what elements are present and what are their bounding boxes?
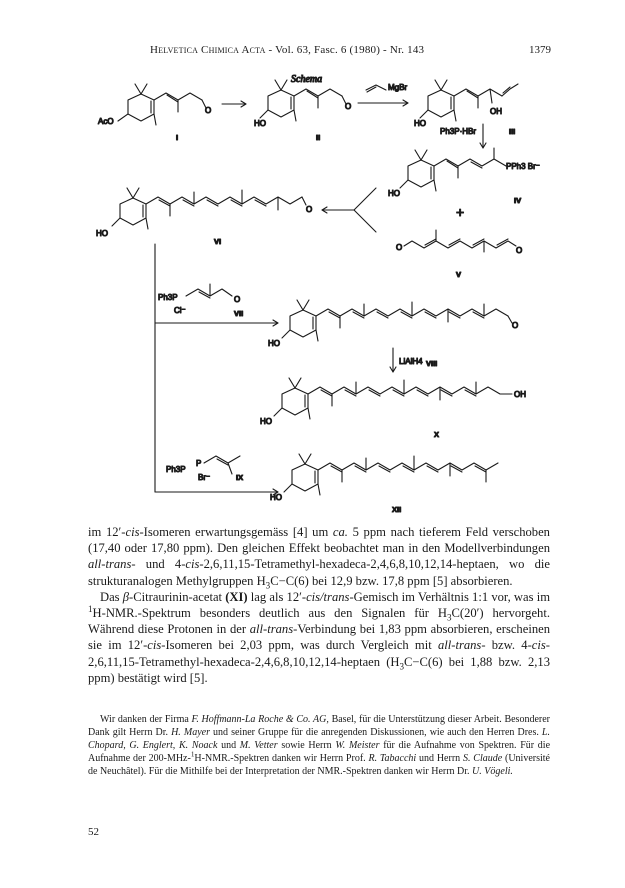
label-ph3p-vii: Ph3P [158,293,178,302]
compound-xii-structure [284,454,498,495]
paragraph-1: im 12′-cis-Isomeren erwartungsgemäss [4] um ca. 5 ppm nach tieferem Feld verschoben (17,40 oder 17,80 ppm). Den gleichen Effekt beobachtet man in den Modellverbindungen all-trans- und 4-cis-2,6,11,15-Tetramethyl-hexadeca-2,4,6,8,10,12,14-heptaen, wo die strukturanalogen Methylgruppen $H_3C-C(6)$ bei 12,9 bzw. 17,8 ppm [5] absorbieren. [88,525,550,591]
label-oh-iii: OH [490,107,502,116]
label-compound-ii: II [316,133,321,142]
label-aco: AcO [98,117,114,126]
compound-x-structure [274,378,512,419]
running-header: Helvetica Chimica Acta - Vol. 63, Fasc. 6 (1980) - Nr. 143 [150,44,425,56]
journal-issue: Vol. 63, Fasc. 6 (1980) - Nr. 143 [275,44,425,56]
label-ho-x: HO [260,417,272,426]
label-o-vii: O [234,295,241,304]
label-compound-viii: VIII [426,359,438,368]
compound-v-structure [404,230,516,252]
label-compound-ix: IX [236,473,244,482]
label-o-viii: O [512,321,519,330]
body-text [88,524,550,686]
label-compound-iii: III [509,127,516,136]
label-compound-xii: XII [392,505,402,514]
footer-number: 52 [88,826,99,838]
scheme-title: Schema [291,74,323,85]
label-o-ii: O [345,102,352,111]
label-ho-vi: HO [96,229,108,238]
label-compound-vii: VII [234,309,244,318]
compound-viii-structure [282,300,512,341]
label-pph3-br: PPh3 Br⁻ [506,162,541,171]
label-mgbr: MgBr [388,83,408,92]
compound-ii-structure [260,80,346,121]
label-ho-viii: HO [268,339,280,348]
label-ho-iv: HO [388,189,400,198]
compound-iii-structure [420,80,518,121]
label-liaih4: LiAlH4 [399,357,423,366]
label-p-plus-ix: P [196,459,202,468]
paragraph-2: Das β-Citraurinin-acetat (XI) lag als 12′-cis/trans-Gemisch im Verhältnis 1:1 vor, was im $^1$H-NMR.-Spektrum besonders deutlich aus den Signalen für $H_3C(20')$ hervorgeht. Während diese Protonen in der all-trans-Verbindung bei 1,83 ppm absorbieren, erscheinen sie im 12′-cis-Isomeren bei 2,03 ppm, was durch Vergleich mit all-trans- bzw. 4-cis-2,6,11,15-Tetramethyl-hexadeca-2,4,6,8,10,12,14-heptaen ($H_3C-C(6)$ bei 1,88 bzw. 2,13 ppm) bestätigt wird [5]. [88,589,551,685]
compound-vi-structure [112,188,306,229]
label-compound-iv: IV [514,196,522,205]
label-oh-x: OH [514,390,526,399]
label-ph3-ix: Ph3P [166,465,186,474]
label-br-minus-ix: Br⁻ [198,473,211,482]
label-o-i: O [205,106,212,115]
plus-sign: + [456,204,465,220]
label-o-vi: O [306,205,313,214]
compound-i-structure [118,84,206,125]
journal-name: Helvetica Chimica Acta [150,44,266,56]
compound-iv-structure [400,148,506,191]
label-ph3p-hbr: Ph3P·HBr [440,127,477,136]
label-cl-minus: Cl⁻ [174,306,186,315]
label-ho-xii: HO [270,493,282,502]
label-o-v-right: O [516,246,523,255]
label-ho-ii: HO [254,119,266,128]
label-compound-i: I [176,133,179,142]
label-compound-vi: VI [214,237,222,246]
page-number: 1379 [529,44,551,56]
label-compound-x: X [434,430,440,439]
label-ho-iii: HO [414,119,426,128]
label-o-v-left: O [396,243,403,252]
label-compound-v: V [456,270,462,279]
acknowledgement: Wir danken der Firma F. Hoffmann-La Roche & Co. AG, Basel, für die Unterstützung dieser Arbeit. Besonderer Dank gilt Herrn Dr. H. Mayer und seiner Gruppe für die anregenden Diskussionen, wie auch den Herren Dres. L. Chopard, G. Englert, K. Noack und M. Vetter sowie Herrn W. Meister für die Aufnahme von Spektren. Für die Aufnahme der 200-MHz-$^1$H-NMR.-Spektren danken wir Herrn Prof. R. Tabacchi und Herrn S. Claude (Université de Neuchâtel). Für die Mithilfe bei der Interpretation der NMR.-Spektren danken wir Herrn Dr. U. Vögeli. [88,714,551,777]
